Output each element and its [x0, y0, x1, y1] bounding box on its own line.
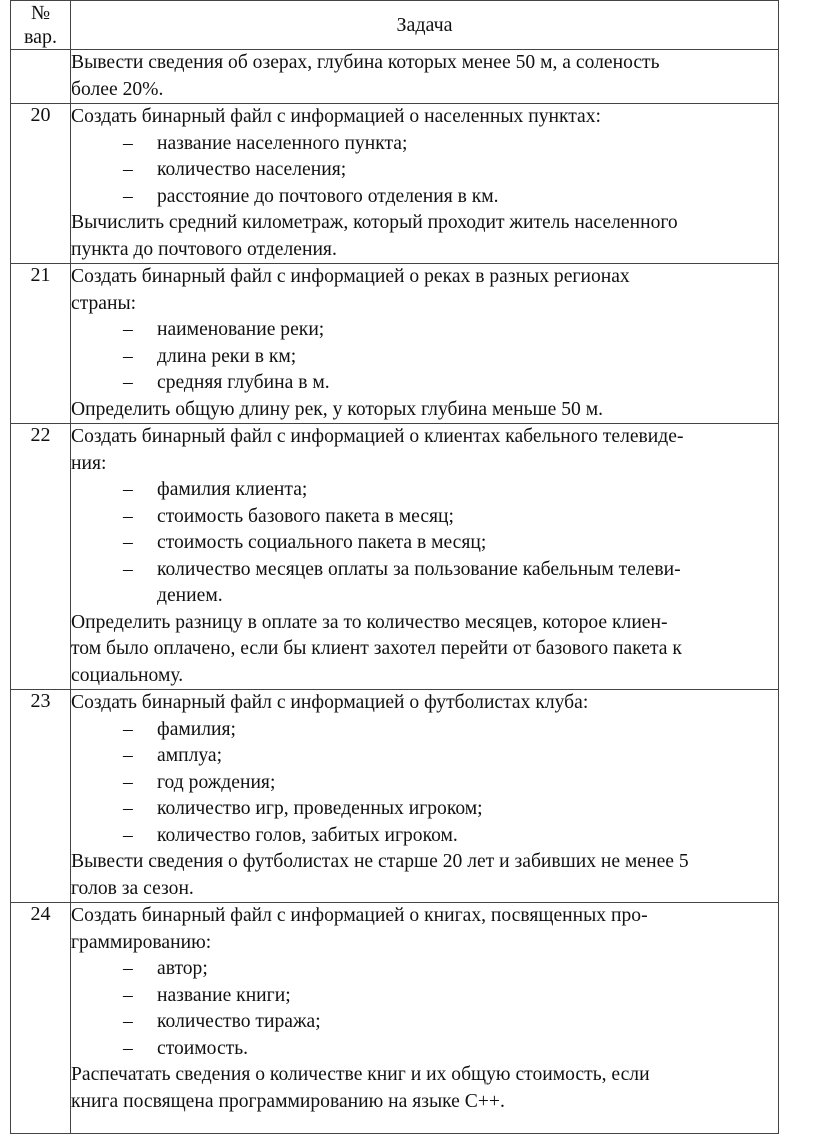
variant-number: 22 [11, 424, 71, 690]
bullet-item: – количество месяцев оплаты за пользование кабельным телеви- [71, 557, 778, 584]
bullet-item: – стоимость социального пакета в месяц; [71, 530, 778, 557]
header-num-label: вар. [23, 26, 58, 48]
task-line: социальному. [71, 664, 184, 686]
variant-number: 21 [11, 264, 71, 424]
task-line: Создать бинарный файл с информацией о населенных пунктах: [71, 106, 601, 127]
table-row [11, 690, 779, 903]
variant-number: 23 [11, 690, 71, 903]
bullet-item: – фамилия клиента; [71, 477, 778, 504]
task-line: голов за сезон. [71, 877, 194, 899]
document-page [10, 0, 778, 1118]
table-header-row [11, 1, 779, 50]
task-line: Создать бинарный файл с информацией о реках в разных регионах [71, 266, 630, 287]
tasks-table [10, 0, 779, 1134]
bullet-item: – наименование реки; [71, 317, 778, 344]
table-row [11, 903, 779, 1134]
bullet-item: – фамилия; [71, 717, 778, 744]
bullet-item: – средняя глубина в м. [71, 370, 778, 397]
task-text [71, 424, 779, 690]
table-row [11, 264, 779, 424]
bullet-item: – стоимость базового пакета в месяц; [71, 504, 778, 531]
bullet-item: – количество тиража; [71, 1009, 778, 1036]
task-line: ния: [71, 452, 107, 474]
task-text [71, 104, 779, 264]
task-line: Создать бинарный файл с информацией о клиентах кабельного телевиде- [71, 426, 684, 447]
bullet-item: – автор; [71, 956, 778, 983]
task-line: Распечатать сведения о количестве книг и их общую стоимость, если [71, 1064, 650, 1085]
bullet-item: – длина реки в км; [71, 344, 778, 371]
task-text [71, 264, 779, 424]
task-line: более 20%. [71, 78, 164, 100]
task-line: Создать бинарный файл с информацией о книгах, посвященных про- [71, 905, 648, 926]
bullet-item: – амплуа; [71, 743, 778, 770]
table-row [11, 50, 779, 104]
task-line: Вывести сведения об озерах, глубина которых менее 50 м, а соленость [71, 52, 660, 73]
task-line: Вычислить средний километраж, который проходит житель населенного [71, 212, 678, 233]
bullet-item: – стоимость. [71, 1036, 778, 1063]
header-task: Задача [71, 1, 779, 50]
task-line: страны: [71, 292, 137, 314]
bullet-item: – год рождения; [71, 770, 778, 797]
bullet-continuation: дением. [157, 585, 223, 606]
task-line: граммированию: [71, 931, 212, 953]
task-line: том было оплачено, если бы клиент захотел перейти от базового пакета к [71, 638, 682, 659]
header-num-symbol: № [30, 2, 51, 24]
bullet-item: – название населенного пункта; [71, 131, 778, 158]
task-text [71, 690, 779, 903]
task-line: Создать бинарный файл с информацией о футболистах клуба: [71, 692, 589, 713]
task-line: книга посвящена программированию на языке С++. [71, 1090, 505, 1112]
bullet-item: – количество игр, проведенных игроком; [71, 796, 778, 823]
task-line: Определить разницу в оплате за то количество месяцев, которое клиен- [71, 611, 668, 633]
table-row [11, 104, 779, 264]
header-variant-number [11, 1, 71, 50]
bullet-item: – количество населения; [71, 157, 778, 184]
task-line: Вывести сведения о футболистах не старше 20 лет и забивших не менее 5 [71, 851, 689, 872]
bullet-item: – расстояние до почтового отделения в км. [71, 184, 778, 211]
table-row [11, 424, 779, 690]
task-line: Определить общую длину рек, у которых глубина меньше 50 м. [71, 398, 604, 420]
variant-number [11, 50, 71, 104]
variant-number: 24 [11, 903, 71, 1134]
task-text [71, 50, 779, 104]
bullet-item: – название книги; [71, 983, 778, 1010]
bullet-item: – количество голов, забитых игроком. [71, 823, 778, 850]
variant-number: 20 [11, 104, 71, 264]
task-text [71, 903, 779, 1134]
task-line: пункта до почтового отделения. [71, 238, 337, 260]
